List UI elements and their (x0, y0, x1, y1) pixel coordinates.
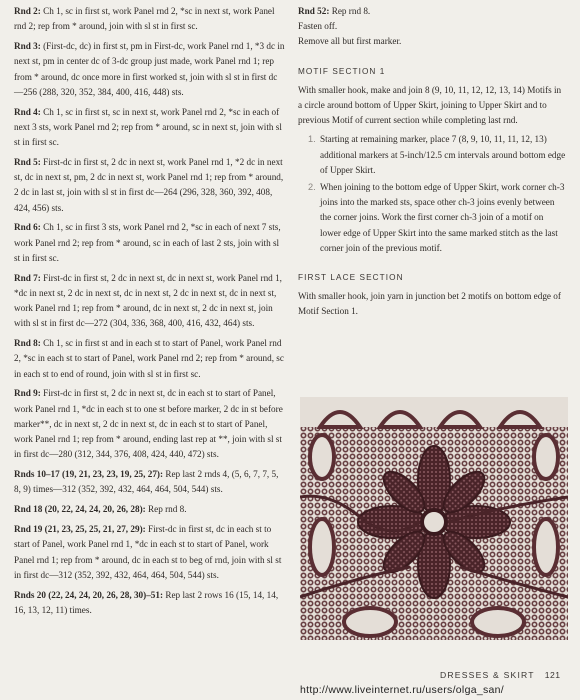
instruction-paragraph (14, 220, 286, 266)
instruction-text: (First-dc, dc) in first st, pm in First-dc, work Panel rnd 1, *3 dc in next st, pm in center dc of 3-dc group just made, work Panel rnd 1; rep from * around, dc once more in first worked st, join with sl st in first dc—256 (288, 320, 352, 384, 400, 416, 448) sts. (14, 41, 285, 97)
round-label: Rnd 5: (14, 156, 41, 167)
page-footer (440, 670, 570, 680)
instruction-text: Rep rnd 8. (145, 504, 187, 515)
round-label: Rnd 6: (14, 222, 41, 233)
instruction-text: First-dc in first st, 2 dc in next st, dc in each st to start of Panel, work Panel rnd 1, *dc in each st to one st before marker, 2 dc in st before marker**, dc in next st, 2 dc in next st, dc in each st to start of Panel, work Panel rnd 1; rep from * around, ending last rep at **, join with sl st in first dc—280 (312, 344, 376, 408, 424, 440, 472) sts. (14, 388, 283, 460)
round-label: Rnd 4: (14, 106, 41, 117)
round-label: Rnds 10–17 (19, 21, 23, 23, 19, 25, 27): (14, 469, 164, 480)
instruction-text: First-dc in first st, 2 dc in next st, work Panel rnd 1, *2 dc in next st, dc in next st, pm, 2 dc in next st, work Panel rnd 1; rep from * around, 2 dc in last st, join with sl st in first dc—264 (296, 328, 360, 392, 408, 424, 456) sts. (14, 156, 284, 213)
round-label: Rnd 8: (14, 338, 41, 349)
round-label: Rnds 20 (22, 24, 24, 20, 26, 28, 30)–51: (14, 589, 164, 600)
step-number: 2. (308, 182, 316, 193)
lace-section-heading: FIRST LACE SECTION (298, 273, 404, 283)
round-label: Rnd 19 (21, 23, 25, 25, 21, 27, 29): (14, 524, 146, 535)
round-label: Rnd 7: (14, 272, 41, 283)
motif-step (298, 132, 566, 178)
step-number: 1. (308, 134, 316, 145)
round-label: Rnd 3: (14, 41, 41, 52)
instruction-text: Ch 1, sc in first st, work Panel rnd 2, *sc in next st, work Panel rnd 2; rep from * around, join with sl st in first sc. (14, 6, 275, 32)
round-label: Rnd 18 (20, 22, 24, 24, 20, 26, 28): (14, 504, 146, 515)
section-name: DRESSES & SKIRT (440, 670, 535, 680)
lace-swatch-photo (300, 397, 568, 640)
instruction-text: Ch 1, sc in first 3 sts, work Panel rnd 2, *sc in each of next 7 sts, work Panel rnd 2; rep from * around, sc in each of last 2 sts, join with sl st in first sc. (14, 222, 281, 263)
instruction-paragraph (14, 386, 286, 462)
motif-section-heading: MOTIF SECTION 1 (298, 66, 386, 76)
instruction-paragraph (14, 588, 286, 618)
round-label: Rnd 2: (14, 6, 41, 16)
instruction-text: Ch 1, sc in first st, sc in next st, work Panel rnd 2, *sc in each of next 3 sts, work Panel rnd 2; rep from * around, sc in next st, join with sl st in first sc. (14, 106, 282, 147)
instruction-paragraph (14, 39, 286, 100)
instruction-paragraph (14, 522, 286, 583)
instruction-paragraph (14, 336, 286, 382)
instruction-text: First-dc in first st, dc in each st to start of Panel, work Panel rnd 1, *dc in each st to start of Panel, work Panel rnd 1; rep from * around, dc in each st to beg of rnd, join with sl st in first dc—312 (352, 392, 432, 464, 464, 504, 544) sts. (14, 524, 282, 580)
instruction-paragraph (14, 155, 286, 216)
instruction-paragraph (14, 271, 286, 332)
right-intro (298, 4, 566, 50)
instruction-line (298, 4, 566, 19)
instruction-paragraph (14, 4, 286, 34)
instruction-line (298, 19, 566, 34)
instruction-text: Rep last 2 rows 16 (15, 14, 14, 16, 13, 12, 11) times. (14, 589, 279, 615)
source-url-watermark: http://www.liveinternet.ru/users/olga_san/ (300, 684, 505, 696)
instruction-text: Rep last 2 rnds 4, (5, 6, 7, 7, 5, 8, 9) times—312 (352, 392, 432, 464, 464, 504, 544) sts. (14, 469, 279, 495)
instruction-text: Remove all but first marker. (298, 36, 402, 47)
motif-step (298, 180, 566, 256)
instruction-paragraph (14, 105, 286, 151)
instruction-text: First-dc in first st, 2 dc in next st, dc in next st, work Panel rnd 1, *dc in next st, 2 dc in next st, dc in next st, 2 dc in next st, dc in next st, work Panel rnd 1; rep from * around, dc in next st, 2 dc in next st, join with sl st in first dc—272 (304, 336, 368, 400, 416, 432, 464) sts. (14, 272, 282, 329)
motif-intro: With smaller hook, make and join 8 (9, 10, 11, 12, 12, 13, 14) Motifs in a circle around bottom of Upper Skirt, joining to Upper Skirt and to previous Motif of current section while completing last rnd. (298, 84, 562, 126)
round-label: Rnd 52: (298, 6, 330, 16)
motif-steps (298, 132, 566, 256)
step-text: When joining to the bottom edge of Upper Skirt, work corner ch-3 joins into the marked sts, space other ch-3 joins evenly between the corner joins. Work the first corner ch-3 join of a motif on lower edge of Upper Skirt into the same marked stitch as the last corner join of the previous motif. (320, 182, 565, 253)
instruction-line (298, 34, 566, 49)
instruction-text: Fasten off. (298, 21, 338, 32)
right-column (298, 4, 566, 320)
instruction-text: Ch 1, sc in first st and in each st to start of Panel, work Panel rnd 2, *sc in each st to start of Panel, work Panel rnd 2; rep from * around, sc in each st to end of round, join with sl st in first sc. (14, 338, 284, 379)
instruction-paragraph (14, 467, 286, 497)
lace-swatch-image (300, 397, 568, 640)
left-column (14, 4, 286, 623)
lace-intro: With smaller hook, join yarn in junction bet 2 motifs on bottom edge of Motif Section 1. (298, 291, 561, 317)
step-text: Starting at remaining marker, place 7 (8, 9, 10, 11, 11, 12, 13) additional markers at 5-inch/12.5 cm intervals around bottom edge of Upper Skirt. (320, 134, 566, 175)
round-label: Rnd 9: (14, 388, 41, 399)
instruction-text: Rep rnd 8. (329, 6, 371, 16)
page-number: 121 (544, 670, 561, 680)
instruction-paragraph (14, 502, 286, 517)
